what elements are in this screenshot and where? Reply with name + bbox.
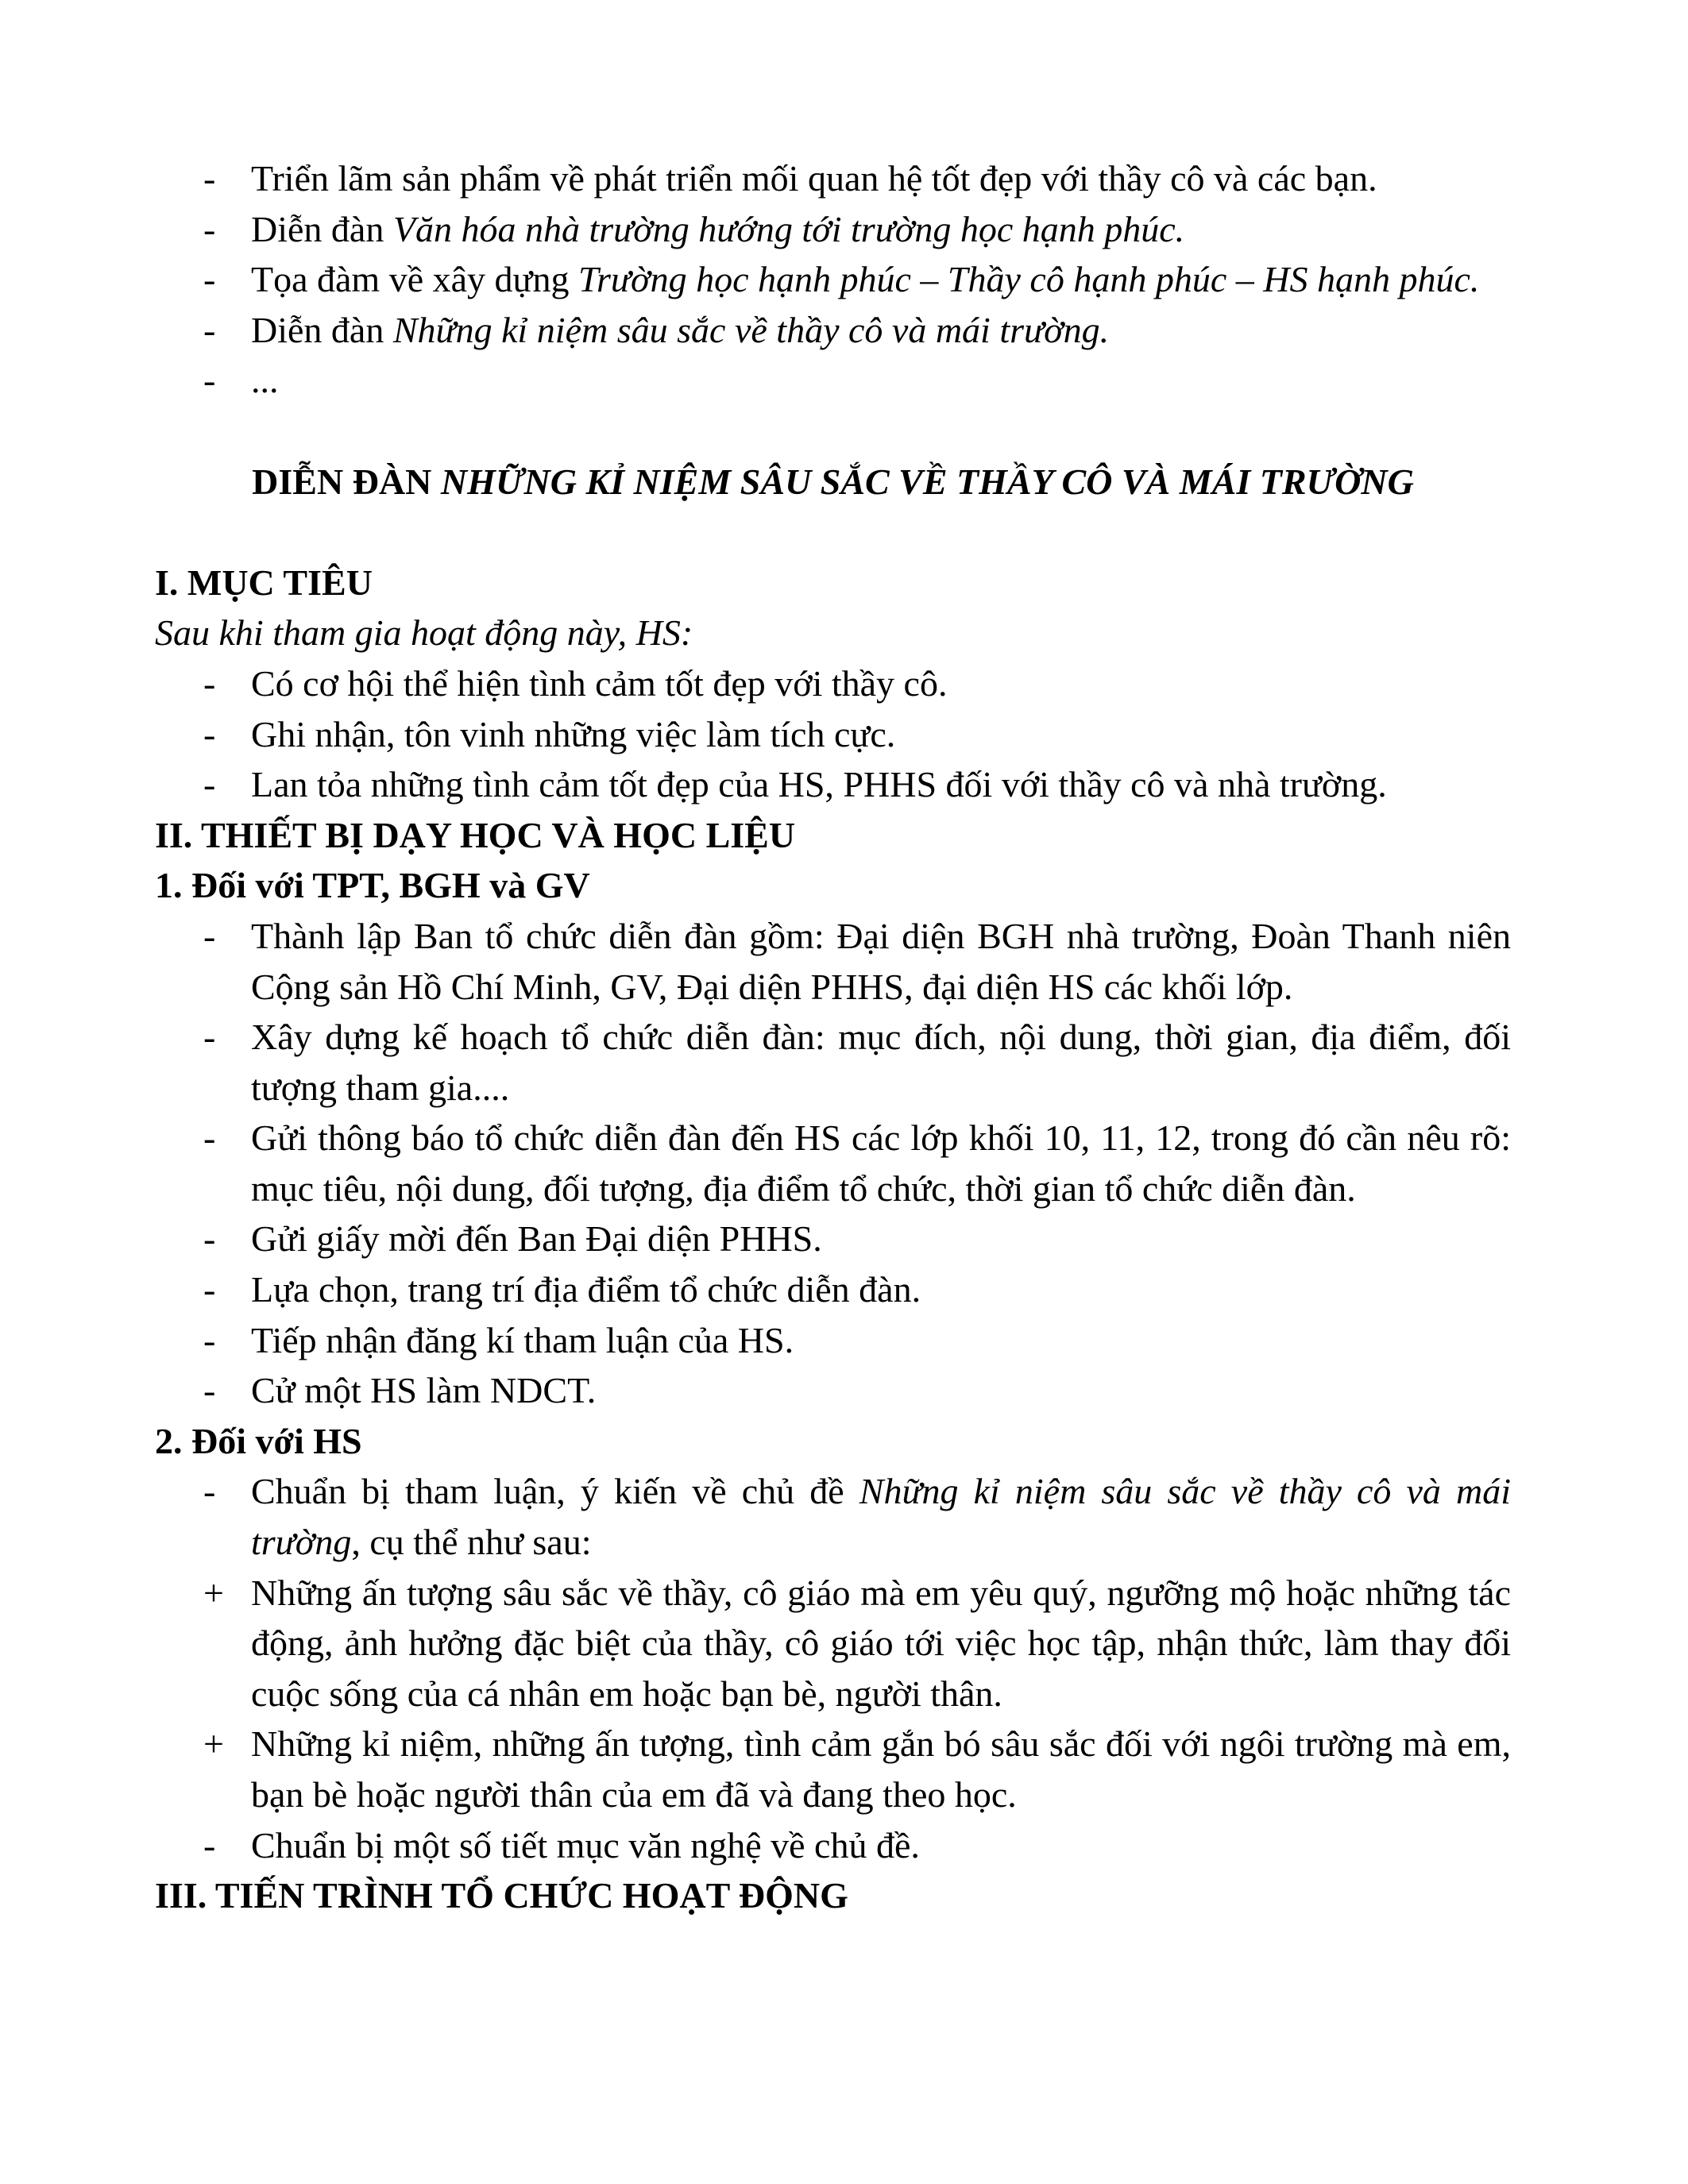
- subsection-heading: 1. Đối với TPT, BGH và GV: [155, 865, 590, 906]
- bullet-dash: -: [203, 713, 216, 754]
- title-italic: NHỮNG KỈ NIỆM SÂU SẮC VỀ THẦY CÔ VÀ MÁI TRƯỜNG: [440, 461, 1414, 502]
- bullet-dash: -: [203, 1269, 216, 1310]
- item-italic-text: Văn hóa nhà trường hướng tới trường học hạnh phúc.: [392, 208, 1185, 249]
- item-text: Diễn đàn: [251, 309, 393, 350]
- list-item: [155, 254, 1511, 305]
- list-item: [155, 1568, 1511, 1719]
- item-text: Thành lập Ban tổ chức diễn đàn gồm: Đại diện BGH nhà trường, Đoàn Thanh niên Cộng sản Hồ Chí Minh, GV, Đại diện PHHS, đại diện HS các khối lớp.: [251, 915, 1511, 1007]
- list-item: [155, 1315, 1511, 1366]
- bullet-dash: -: [203, 915, 216, 956]
- item-text: Triển lãm sản phẩm về phát triển mối quan hệ tốt đẹp với thầy cô và các bạn.: [251, 158, 1377, 199]
- bullet-plus: +: [203, 1572, 224, 1613]
- bullet-dash: -: [203, 1218, 216, 1260]
- bullet-dash: -: [203, 1370, 216, 1411]
- list-item: [155, 153, 1511, 204]
- item-italic-text: Những kỉ niệm sâu sắc về thầy cô và mái trường.: [392, 309, 1110, 350]
- list-item: [155, 709, 1511, 760]
- bullet-dash: -: [203, 208, 216, 249]
- item-text: Lan tỏa những tình cảm tốt đẹp của HS, PHHS đối với thầy cô và nhà trường.: [251, 764, 1387, 805]
- list-item: [155, 1466, 1511, 1567]
- list-item: [155, 1214, 1511, 1264]
- item-text: Ghi nhận, tôn vinh những việc làm tích cực.: [251, 713, 896, 754]
- list-item: [155, 1012, 1511, 1113]
- list-item: [155, 1719, 1511, 1819]
- item-text: Chuẩn bị một số tiết mục văn nghệ về chủ đề.: [251, 1824, 920, 1866]
- item-italic-text: Trường học hạnh phúc – Thầy cô hạnh phúc – HS hạnh phúc.: [577, 259, 1480, 300]
- section-heading: I. MỤC TIÊU: [155, 561, 373, 603]
- title-plain: DIỄN ĐÀN: [252, 461, 441, 502]
- item-text: Lựa chọn, trang trí địa điểm tổ chức diễn đàn.: [251, 1269, 921, 1310]
- bullet-dash: -: [203, 1017, 216, 1058]
- list-item: [155, 355, 1511, 406]
- list-item: [155, 658, 1511, 709]
- list-item: [155, 759, 1511, 810]
- list-item: [155, 1365, 1511, 1416]
- bullet-dash: -: [203, 764, 216, 805]
- item-text: Chuẩn bị tham luận, ý kiến về chủ đề: [251, 1471, 859, 1512]
- bullet-dash: -: [203, 1824, 216, 1866]
- bullet-dash: -: [203, 1471, 216, 1512]
- list-item: [155, 305, 1511, 356]
- item-text-tail: , cụ thể như sau:: [351, 1522, 592, 1563]
- bullet-dash: -: [203, 158, 216, 199]
- item-text: Gửi giấy mời đến Ban Đại diện PHHS.: [251, 1218, 822, 1260]
- list-item: [155, 1264, 1511, 1315]
- list-item: [155, 1113, 1511, 1214]
- bullet-dash: -: [203, 309, 216, 350]
- bullet-plus: +: [203, 1723, 224, 1765]
- section-heading: III. TIẾN TRÌNH TỔ CHỨC HOẠT ĐỘNG: [155, 1875, 848, 1916]
- section-lead: Sau khi tham gia hoạt động này, HS:: [155, 612, 693, 654]
- item-text: Xây dựng kế hoạch tổ chức diễn đàn: mục đích, nội dung, thời gian, địa điểm, đối tượng tham gia....: [251, 1017, 1511, 1108]
- item-italic-text: Những kỉ niệm sâu sắc về thầy cô và mái trường: [251, 1471, 1511, 1563]
- item-text: Những kỉ niệm, những ấn tượng, tình cảm gắn bó sâu sắc đối với ngôi trường mà em, bạn bè hoặc người thân của em đã và đang theo học.: [251, 1723, 1511, 1815]
- item-text: Tọa đàm về xây dựng: [251, 259, 578, 300]
- bullet-dash: -: [203, 1117, 216, 1159]
- item-text: Diễn đàn: [251, 208, 393, 249]
- document-page: [155, 153, 1511, 1921]
- list-item: [155, 204, 1511, 255]
- item-text: Những ấn tượng sâu sắc về thầy, cô giáo mà em yêu quý, ngưỡng mộ hoặc những tác động, ảnh hưởng đặc biệt của thầy, cô giáo tới việc học tập, nhận thức, làm thay đổi cuộc sống của cá nhân em hoặc bạn bè, người thân.: [251, 1572, 1511, 1714]
- list-item: [155, 911, 1511, 1012]
- forum-title: [155, 457, 1511, 507]
- item-text: Có cơ hội thể hiện tình cảm tốt đẹp với thầy cô.: [251, 662, 948, 704]
- bullet-dash: -: [203, 360, 216, 401]
- bullet-dash: -: [203, 1319, 216, 1360]
- item-text: Cử một HS làm NDCT.: [251, 1370, 597, 1411]
- list-item: [155, 1820, 1511, 1871]
- item-text: ...: [251, 360, 279, 401]
- item-text: Gửi thông báo tổ chức diễn đàn đến HS các lớp khối 10, 11, 12, trong đó cần nêu rõ: mục tiêu, nội dung, đối tượng, địa điểm tổ chức, thời gian tổ chức diễn đàn.: [251, 1117, 1511, 1209]
- section-heading: II. THIẾT BỊ DẠY HỌC VÀ HỌC LIỆU: [155, 814, 796, 855]
- bullet-dash: -: [203, 662, 216, 704]
- bullet-dash: -: [203, 259, 216, 300]
- item-text: Tiếp nhận đăng kí tham luận của HS.: [251, 1319, 794, 1360]
- subsection-heading: 2. Đối với HS: [155, 1420, 362, 1461]
